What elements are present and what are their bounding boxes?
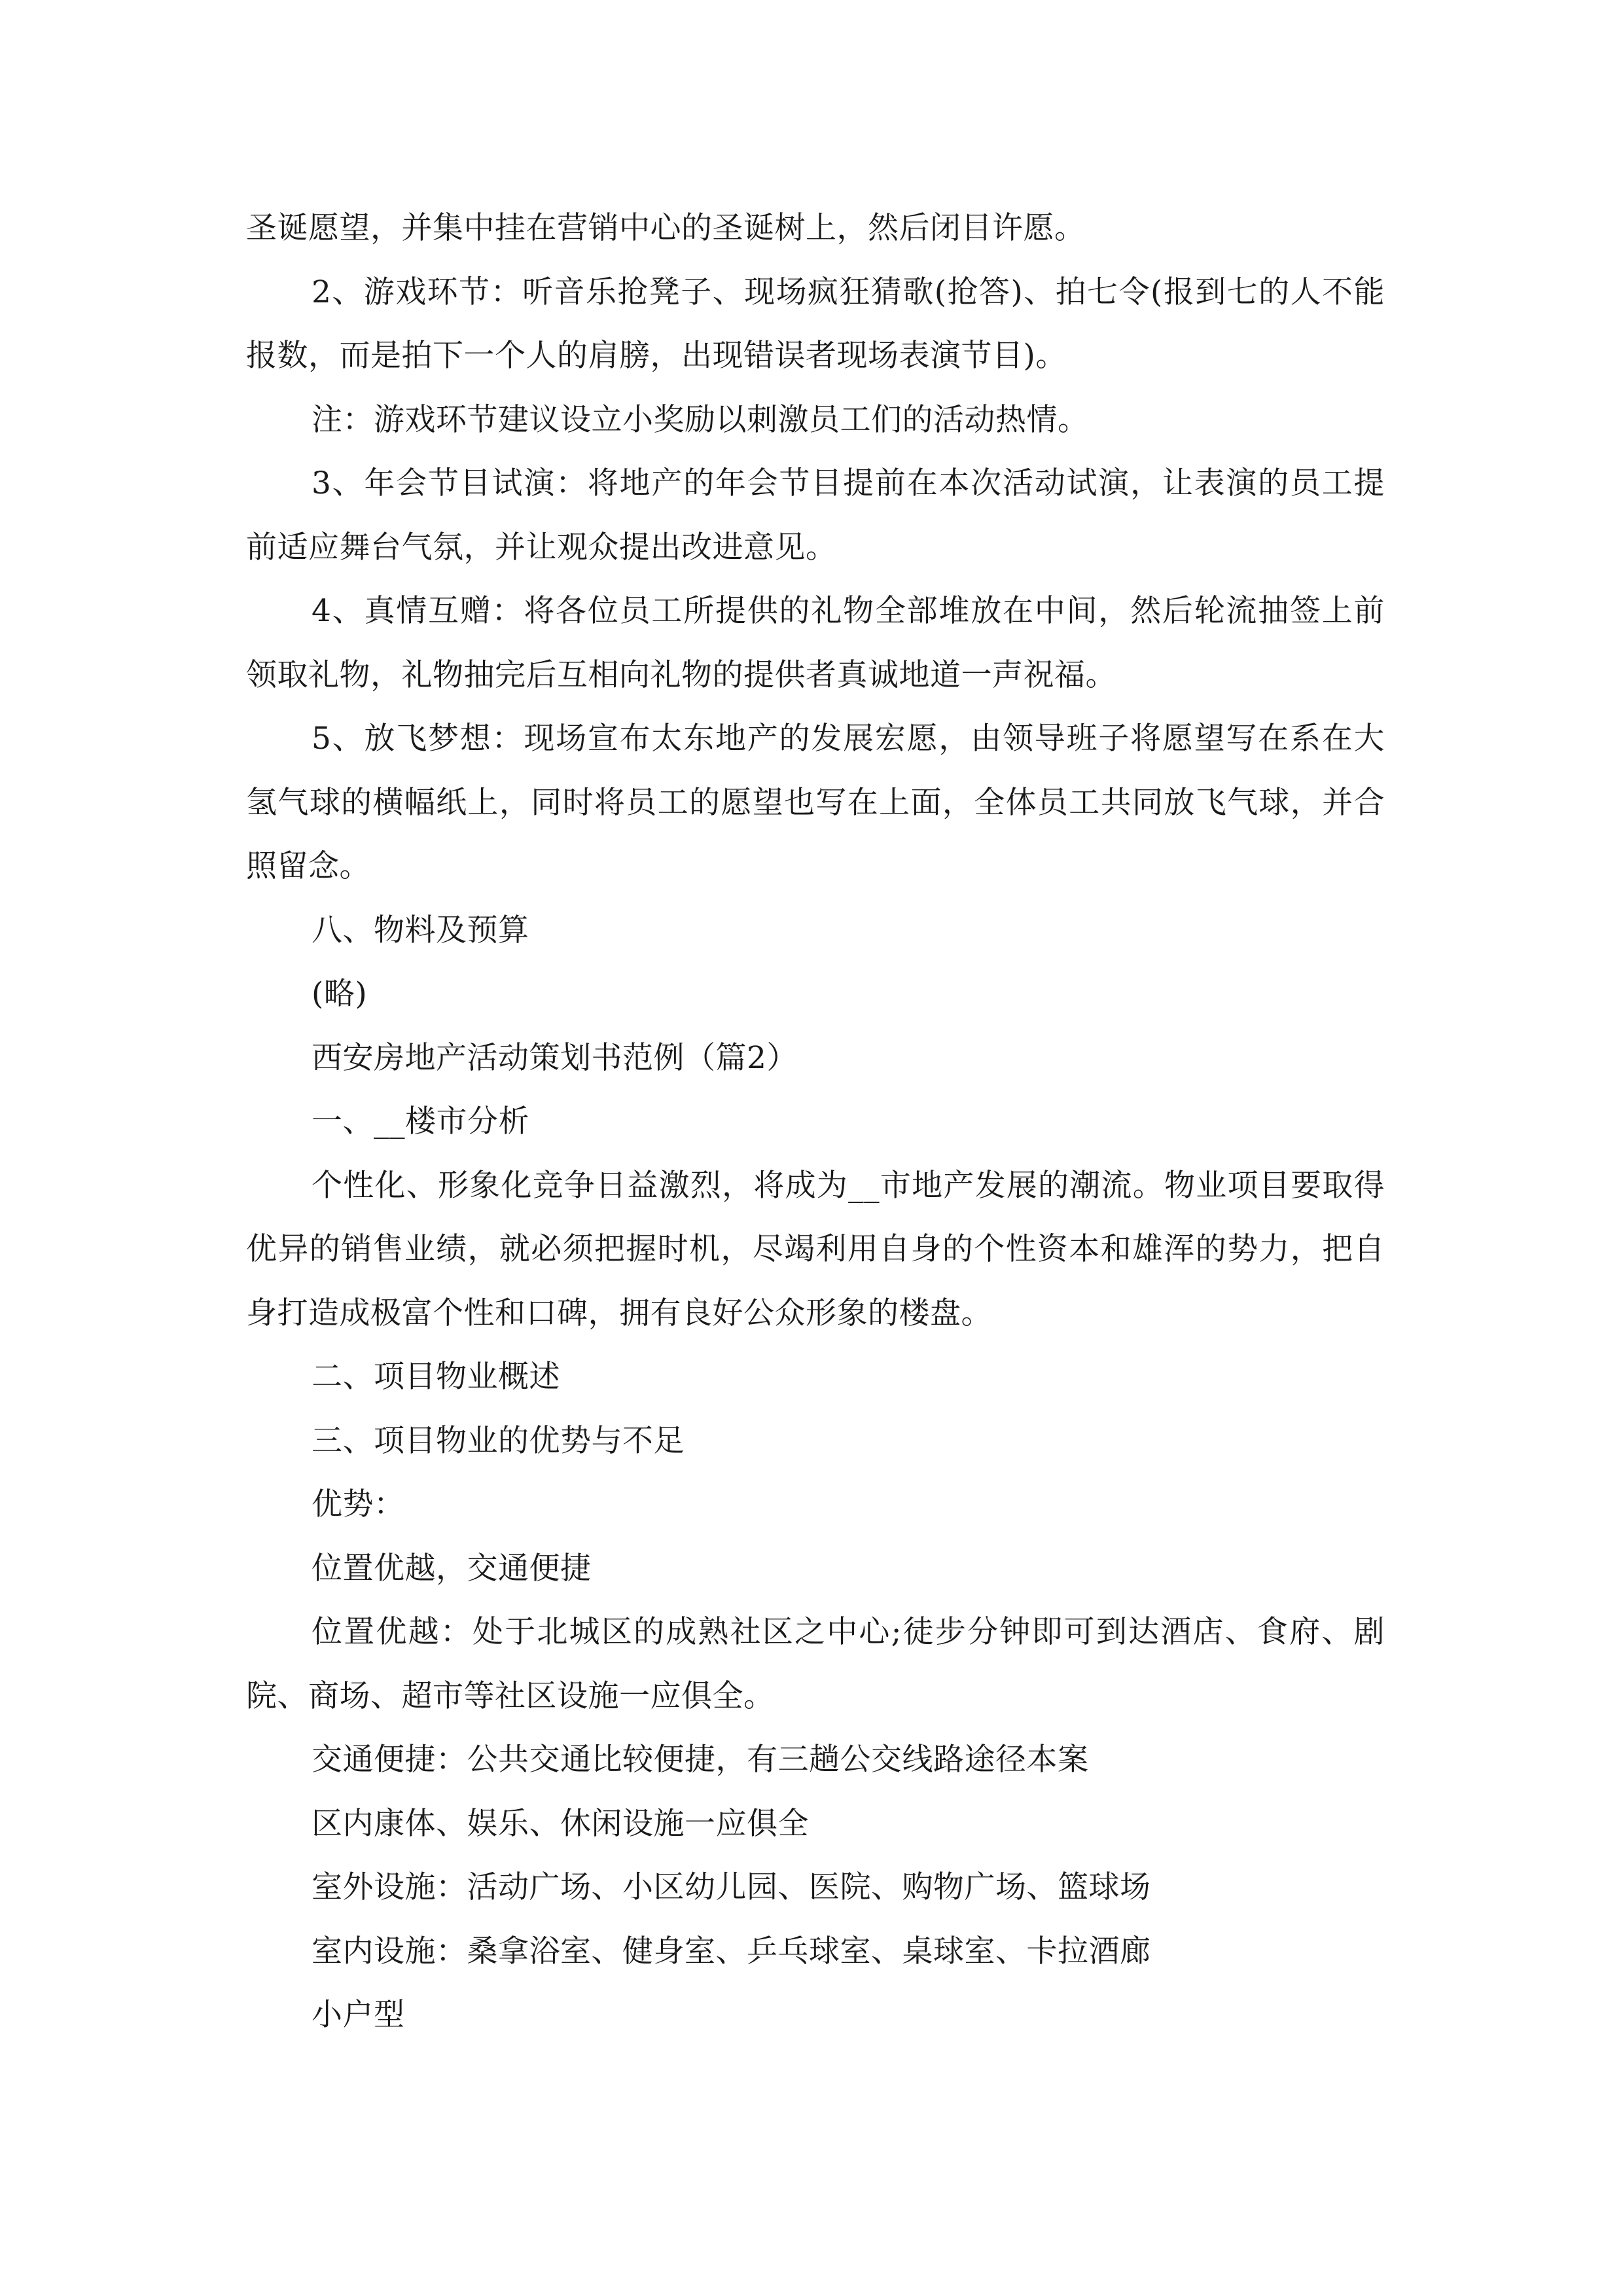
heading-materials-budget: 八、物料及预算: [312, 912, 529, 948]
heading-article-title: 西安房地产活动策划书范例（篇2）: [312, 1039, 798, 1076]
paragraph-market-analysis: 个性化、形象化竞争日益激烈，将成为__市地产发展的潮流。物业项目要取得优异的销售业绩，就必须把握时机，尽竭利用自身的个性资本和雄浑的势力，把自身打造成极富个性和口碑，拥有良好公众形象的楼盘。: [246, 1167, 1385, 1331]
label-strengths: 优势：: [312, 1486, 405, 1522]
paragraph-gift-exchange: 4、真情互赠：将各位员工所提供的礼物全部堆放在中间，然后轮流抽签上前领取礼物，礼物抽完后互相向礼物的提供者真诚地道一声祝福。: [246, 593, 1385, 693]
paragraph-wish-ending: 圣诞愿望，并集中挂在营销中心的圣诞树上，然后闭目许愿。: [246, 210, 1086, 246]
paragraph-omitted: (略): [312, 976, 368, 1012]
heading-market-analysis: 一、__楼市分析: [312, 1103, 529, 1139]
paragraph-outdoor-facilities: 室外设施：活动广场、小区幼儿园、医院、购物广场、篮球场: [312, 1869, 1151, 1905]
heading-small-units: 小户型: [312, 1997, 405, 2033]
heading-location-transport: 位置优越，交通便捷: [312, 1550, 592, 1587]
paragraph-transport: 交通便捷：公共交通比较便捷，有三趟公交线路途径本案: [312, 1742, 1089, 1778]
paragraph-game-session: 2、游戏环节：听音乐抢凳子、现场疯狂猜歌(抢答)、拍七令(报到七的人不能报数，而是拍下一个人的肩膀，出现错误者现场表演节目)。: [246, 274, 1385, 374]
paragraph-release-dreams: 5、放飞梦想：现场宣布太东地产的发展宏愿，由领导班子将愿望写在系在大氢气球的横幅纸上，同时将员工的愿望也写在上面，全体员工共同放飞气球，并合照留念。: [246, 721, 1385, 884]
heading-facilities: 区内康体、娱乐、休闲设施一应俱全: [312, 1805, 809, 1842]
paragraph-location: 位置优越：处于北城区的成熟社区之中心;徒步分钟即可到达酒店、食府、剧院、商场、超市等社区设施一应俱全。: [246, 1614, 1385, 1714]
paragraph-program-rehearsal: 3、年会节目试演：将地产的年会节目提前在本次活动试演，让表演的员工提前适应舞台气氛，并让观众提出改进意见。: [246, 465, 1385, 565]
paragraph-indoor-facilities: 室内设施：桑拿浴室、健身室、乒乓球室、桌球室、卡拉酒廊: [312, 1933, 1151, 1969]
heading-project-overview: 二、项目物业概述: [312, 1359, 560, 1395]
heading-strengths-weaknesses: 三、项目物业的优势与不足: [312, 1422, 685, 1459]
paragraph-game-note: 注：游戏环节建议设立小奖励以刺激员工们的活动热情。: [312, 401, 1089, 438]
document-body: [246, 196, 1385, 2047]
